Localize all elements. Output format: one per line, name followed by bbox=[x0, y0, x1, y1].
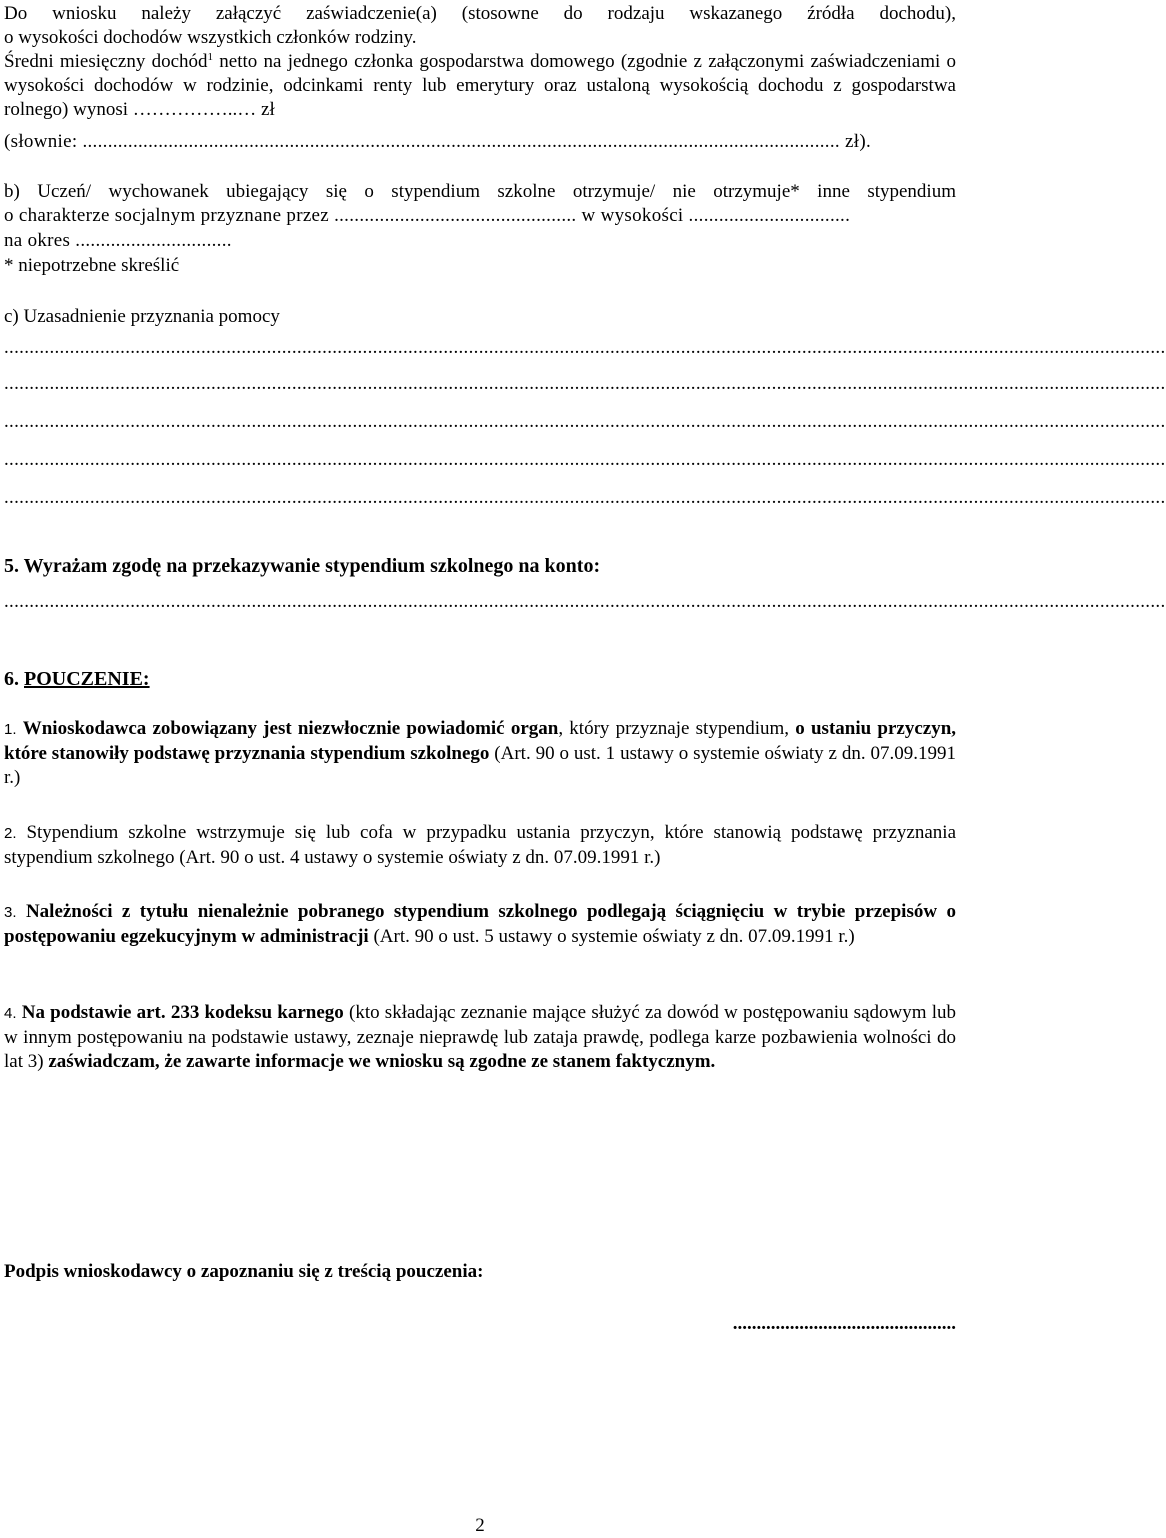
pouczenie-item-2 bbox=[4, 821, 956, 870]
pouczenie-item-1 bbox=[4, 717, 956, 790]
justification-line-5[interactable]: ...................................................................................................................................................................................................................................... bbox=[4, 487, 1166, 508]
item-4-text: (kto składając zeznanie mające służyć za dowód w postępowaniu sądowym lub w innym postępowaniu na podstawie ustawy, zeznaje nieprawdę lub zataja prawdę, podlega karze pozbawienia wolności do lat 3) bbox=[4, 1002, 956, 1072]
section-b-note: * niepotrzebne skreślić bbox=[4, 255, 180, 276]
item-3-text: (Art. 90 o ust. 5 ustawy o systemie oświaty z dn. 07.09.1991 r.) bbox=[368, 926, 855, 947]
justification-line-4[interactable]: ...................................................................................................................................................................................................................................... bbox=[4, 449, 1166, 470]
pouczenie-item-3 bbox=[4, 900, 956, 949]
item-3-bold: Należności z tytułu nienależnie pobranego stypendium szkolnego podlegają ściągnięciu w trybie przepisów o postępowaniu egzekucyjnym w administracji bbox=[4, 901, 956, 947]
average-income-paragraph bbox=[4, 50, 956, 122]
footnote-marker: 1 bbox=[207, 51, 214, 63]
section-b-line-1: b) Uczeń/ wychowanek ubiegający się o stypendium szkolne otrzymuje/ nie otrzymuje* inne stypendium bbox=[4, 181, 956, 202]
signature-label: Podpis wnioskodawcy o zapoznaniu się z treścią pouczenia: bbox=[4, 1261, 484, 1282]
justification-line-2[interactable]: ...................................................................................................................................................................................................................................... bbox=[4, 373, 1166, 394]
attach-line-2: o wysokości dochodów wszystkich członków rodziny. bbox=[4, 27, 417, 48]
item-1-bold-1: Wnioskodawca zobowiązany jest niezwłocznie powiadomić organ bbox=[22, 718, 559, 739]
item-4-bold-2: zaświadczam, że zawarte informacje we wniosku są zgodne ze stanem faktycznym. bbox=[48, 1051, 716, 1072]
item-1-number: 1. bbox=[4, 721, 17, 738]
justification-line-1[interactable]: ...................................................................................................................................................................................................................................... bbox=[4, 337, 1166, 358]
item-4-bold-1: Na podstawie art. 233 kodeksu karnego bbox=[21, 1002, 344, 1023]
pouczenie-item-4 bbox=[4, 1001, 956, 1074]
section-6-number: 6. bbox=[4, 668, 24, 690]
item-4-number: 4. bbox=[4, 1005, 17, 1022]
section-6-heading bbox=[4, 667, 956, 691]
pouczenie-title: POUCZENIE: bbox=[24, 668, 150, 690]
section-c-title: c) Uzasadnienie przyznania pomocy bbox=[4, 306, 280, 327]
item-1-text-2: (Art. 90 o ust. 1 ustawy o systemie oświaty z dn. 07.09.1991 r.) bbox=[4, 743, 956, 788]
page-number: 2 bbox=[475, 1515, 485, 1536]
average-income-text-2: netto na jednego członka gospodarstwa domowego (zgodnie z załączonymi zaświadczeniami o wysokości dochodów w rodzinie, odcinkami renty lub emerytury oraz ustaloną wysokością dochodu z gospodarstwa rolnego) wynosi ……………..… zł bbox=[4, 51, 956, 120]
account-number-line[interactable]: ...................................................................................................................................................................................................................................... bbox=[4, 591, 1166, 612]
item-1-text-1: , który przyznaje stypendium, bbox=[558, 718, 790, 739]
slownie-line[interactable]: (słownie: ...................................................................................................................................................... zł). bbox=[4, 131, 871, 152]
item-2-number: 2. bbox=[4, 825, 17, 842]
item-3-number: 3. bbox=[4, 904, 17, 921]
average-income-text-1: Średni miesięczny dochód bbox=[4, 51, 208, 72]
section-5-heading: 5. Wyrażam zgodę na przekazywanie stypendium szkolnego na konto: bbox=[4, 555, 601, 577]
section-b-line-2[interactable]: o charakterze socjalnym przyznane przez ................................................ w wysokości ................................ bbox=[4, 205, 851, 226]
justification-line-3[interactable]: ...................................................................................................................................................................................................................................... bbox=[4, 411, 1166, 432]
signature-line[interactable]: ............................................... bbox=[732, 1313, 956, 1334]
section-b-line-3[interactable]: na okres ............................... bbox=[4, 230, 232, 251]
item-2-text: Stypendium szkolne wstrzymuje się lub cofa w przypadku ustania przyczyn, które stanowią podstawę przyznania stypendium szkolnego (Art. 90 o ust. 4 ustawy o systemie oświaty z dn. 07.09.1991 r.) bbox=[4, 822, 956, 868]
attach-line-1: Do wniosku należy załączyć zaświadczenie(a) (stosowne do rodzaju wskazanego źródła dochodu), bbox=[4, 3, 956, 24]
item-1-bold-2: o ustaniu przyczyn, które stanowiły podstawę przyznania stypendium szkolnego bbox=[4, 718, 957, 764]
